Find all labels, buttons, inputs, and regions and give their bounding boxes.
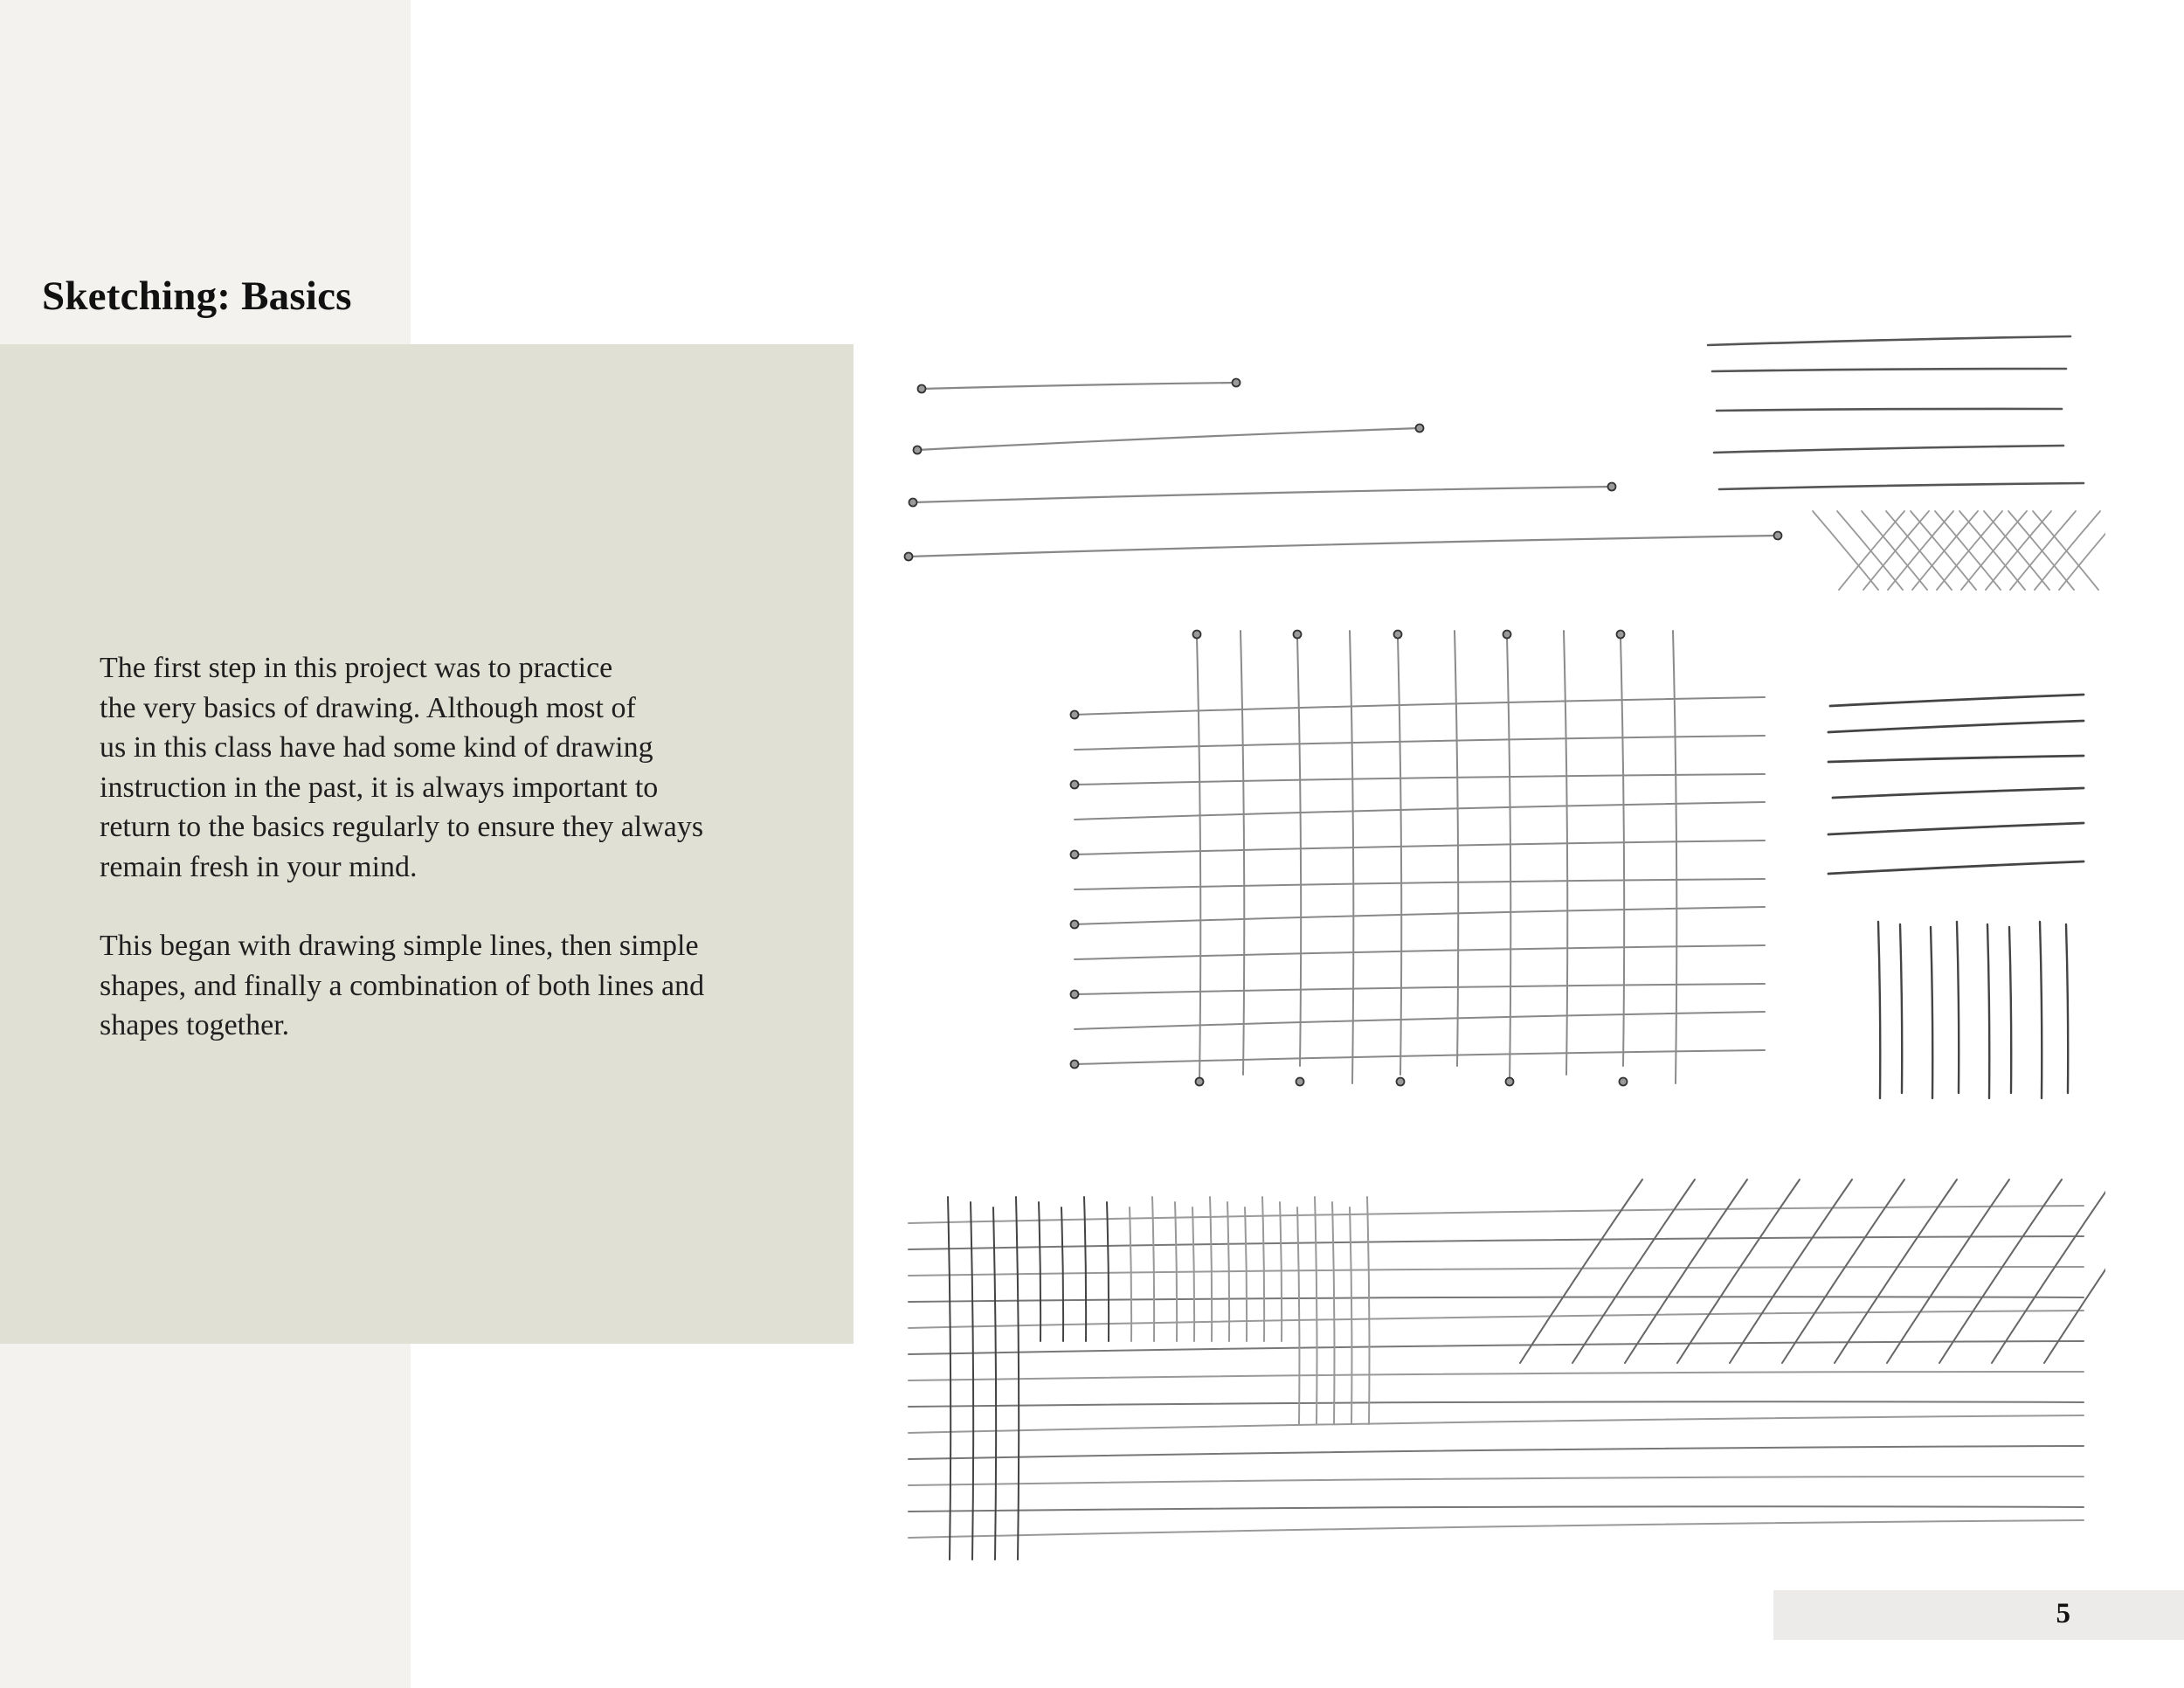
pencil-sketch-image [882, 315, 2105, 1573]
paragraph-intro: The first step in this project was to practice the very basics of drawing. Although most of us in this class have had some kind of drawing instruction in the past, it is always important to return to the basics regularly to ensure they always remain fresh in your mind. [100, 652, 704, 883]
sketch-combined-grid [909, 1180, 2105, 1560]
sketch-parallel-lines-top [909, 383, 1778, 557]
sketch-right-exercises [1708, 336, 2105, 1098]
page-number-box [1773, 1590, 2184, 1640]
page-number: 5 [2056, 1598, 2070, 1629]
sketch-endpoint-dots [905, 379, 1782, 1086]
sketch-line-grid [1075, 631, 1765, 1083]
page-title: Sketching: Basics [42, 273, 352, 319]
paragraph-process: This began with drawing simple lines, then simple shapes, and finally a combination of both lines and shapes together. [100, 930, 705, 1041]
body-text [100, 648, 798, 1046]
